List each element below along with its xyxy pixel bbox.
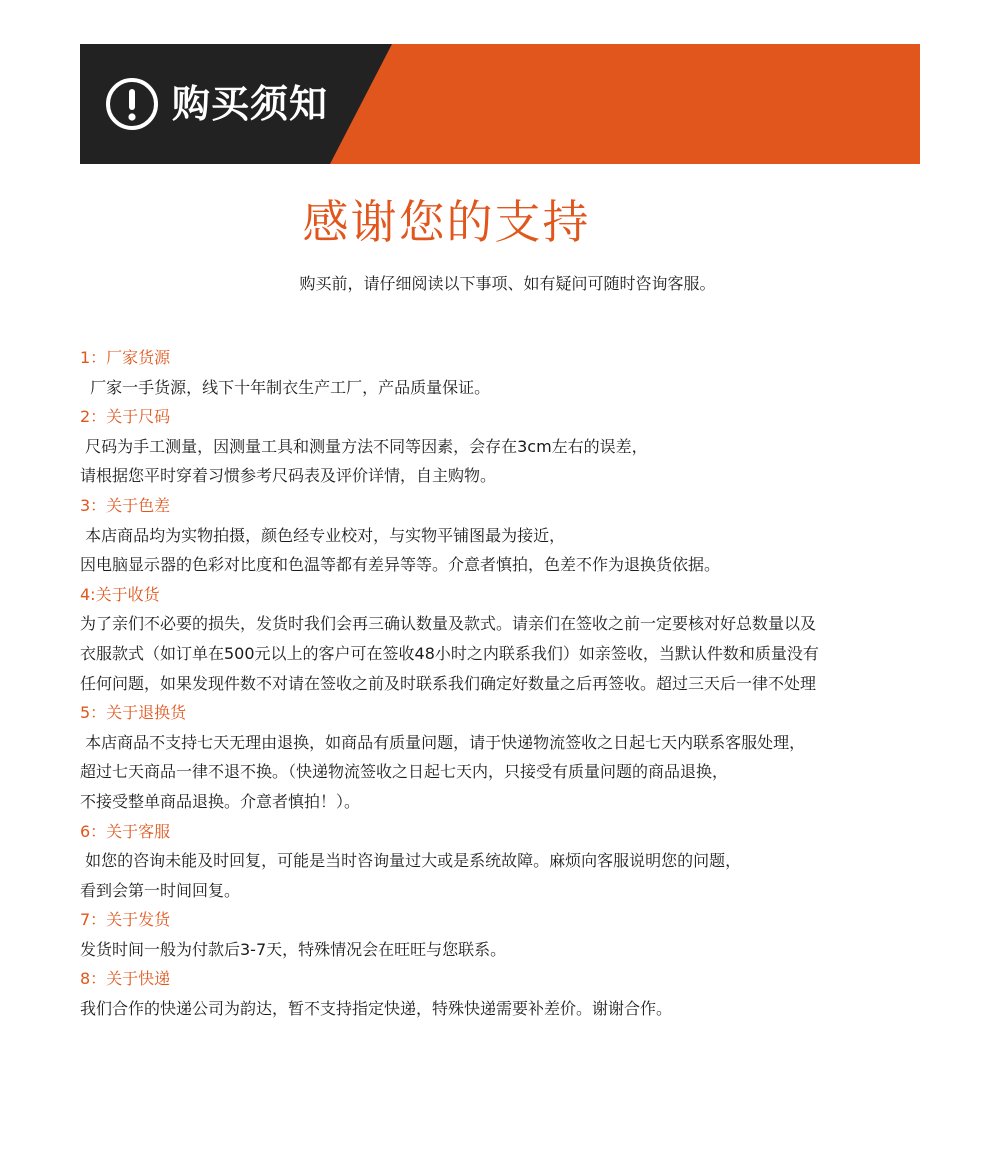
notice-section — [80, 964, 920, 1023]
section-text-line: 厂家一手货源，线下十年制衣生产工厂，产品质量保证。 — [80, 377, 491, 397]
notice-section — [80, 402, 920, 491]
section-text-line: 我们合作的快递公司为韵达，暂不支持指定快递，特殊快递需要补差价。谢谢合作。 — [80, 999, 673, 1019]
section-text-line: 请根据您平时穿着习惯参考尺码表及评价详情，自主购物。 — [80, 466, 497, 486]
notice-banner — [80, 44, 920, 164]
page-subtitle: 购买前，请仔细阅读以下事项、如有疑问可随时咨询客服。 — [299, 274, 716, 293]
section-text-line: 为了亲们不必要的损失，发货时我们会再三确认数量及款式。请亲们在签收之前一定要核对好总数量以及 — [80, 614, 817, 634]
section-text-line: 本店商品不支持七天无理由退换，如商品有质量问题，请于快递物流签收之日起七天内联系客服处理， — [80, 732, 806, 752]
notice-section — [80, 343, 920, 402]
notice-section — [80, 491, 920, 580]
notice-section — [80, 817, 920, 906]
section-text-line: 如您的咨询未能及时回复，可能是当时咨询量过大或是系统故障。麻烦向客服说明您的问题， — [80, 851, 742, 871]
notice-content — [80, 343, 920, 1024]
section-heading: 6：关于客服 — [80, 821, 171, 841]
section-text-line: 超过七天商品一律不退不换。（快递物流签收之日起七天内，只接受有质量问题的商品退换， — [80, 762, 729, 782]
section-heading: 1：厂家货源 — [80, 348, 171, 367]
section-heading: 2：关于尺码 — [80, 407, 171, 427]
notice-section — [80, 905, 920, 964]
page-title: 感谢您的支持 — [302, 195, 591, 249]
section-text-line: 因电脑显示器的色彩对比度和色温等都有差异等等。介意者慎拍，色差不作为退换货依据。 — [80, 555, 721, 575]
section-heading: 5：关于退换货 — [80, 703, 187, 723]
section-heading: 3：关于色差 — [80, 495, 171, 515]
section-heading: 8：关于快递 — [80, 969, 171, 989]
section-text-line: 不接受整单商品退换。介意者慎拍！）。 — [80, 791, 361, 811]
section-text-line: 衣服款式（如订单在500元以上的客户可在签收48小时之内联系我们）如亲签收，当默认件数和质量没有 — [80, 643, 819, 663]
section-text-line: 尺码为手工测量，因测量工具和测量方法不同等因素，会存在3cm左右的误差， — [80, 436, 648, 456]
exclamation-circle-icon — [104, 76, 160, 132]
notice-section — [80, 698, 920, 816]
section-heading: 4:关于收货 — [80, 584, 160, 604]
section-heading: 7：关于发货 — [80, 910, 171, 930]
section-text-line: 看到会第一时间回复。 — [80, 880, 241, 900]
section-text-line: 发货时间一般为付款后3-7天，特殊情况会在旺旺与您联系。 — [80, 939, 507, 959]
banner-title: 购买须知 — [172, 82, 329, 126]
notice-section — [80, 580, 920, 698]
section-text-line: 本店商品均为实物拍摄，颜色经专业校对，与实物平铺图最为接近， — [80, 525, 566, 545]
section-text-line: 任何问题，如果发现件数不对请在签收之前及时联系我们确定好数量之后再签收。超过三天后一律不处理 — [80, 673, 817, 693]
